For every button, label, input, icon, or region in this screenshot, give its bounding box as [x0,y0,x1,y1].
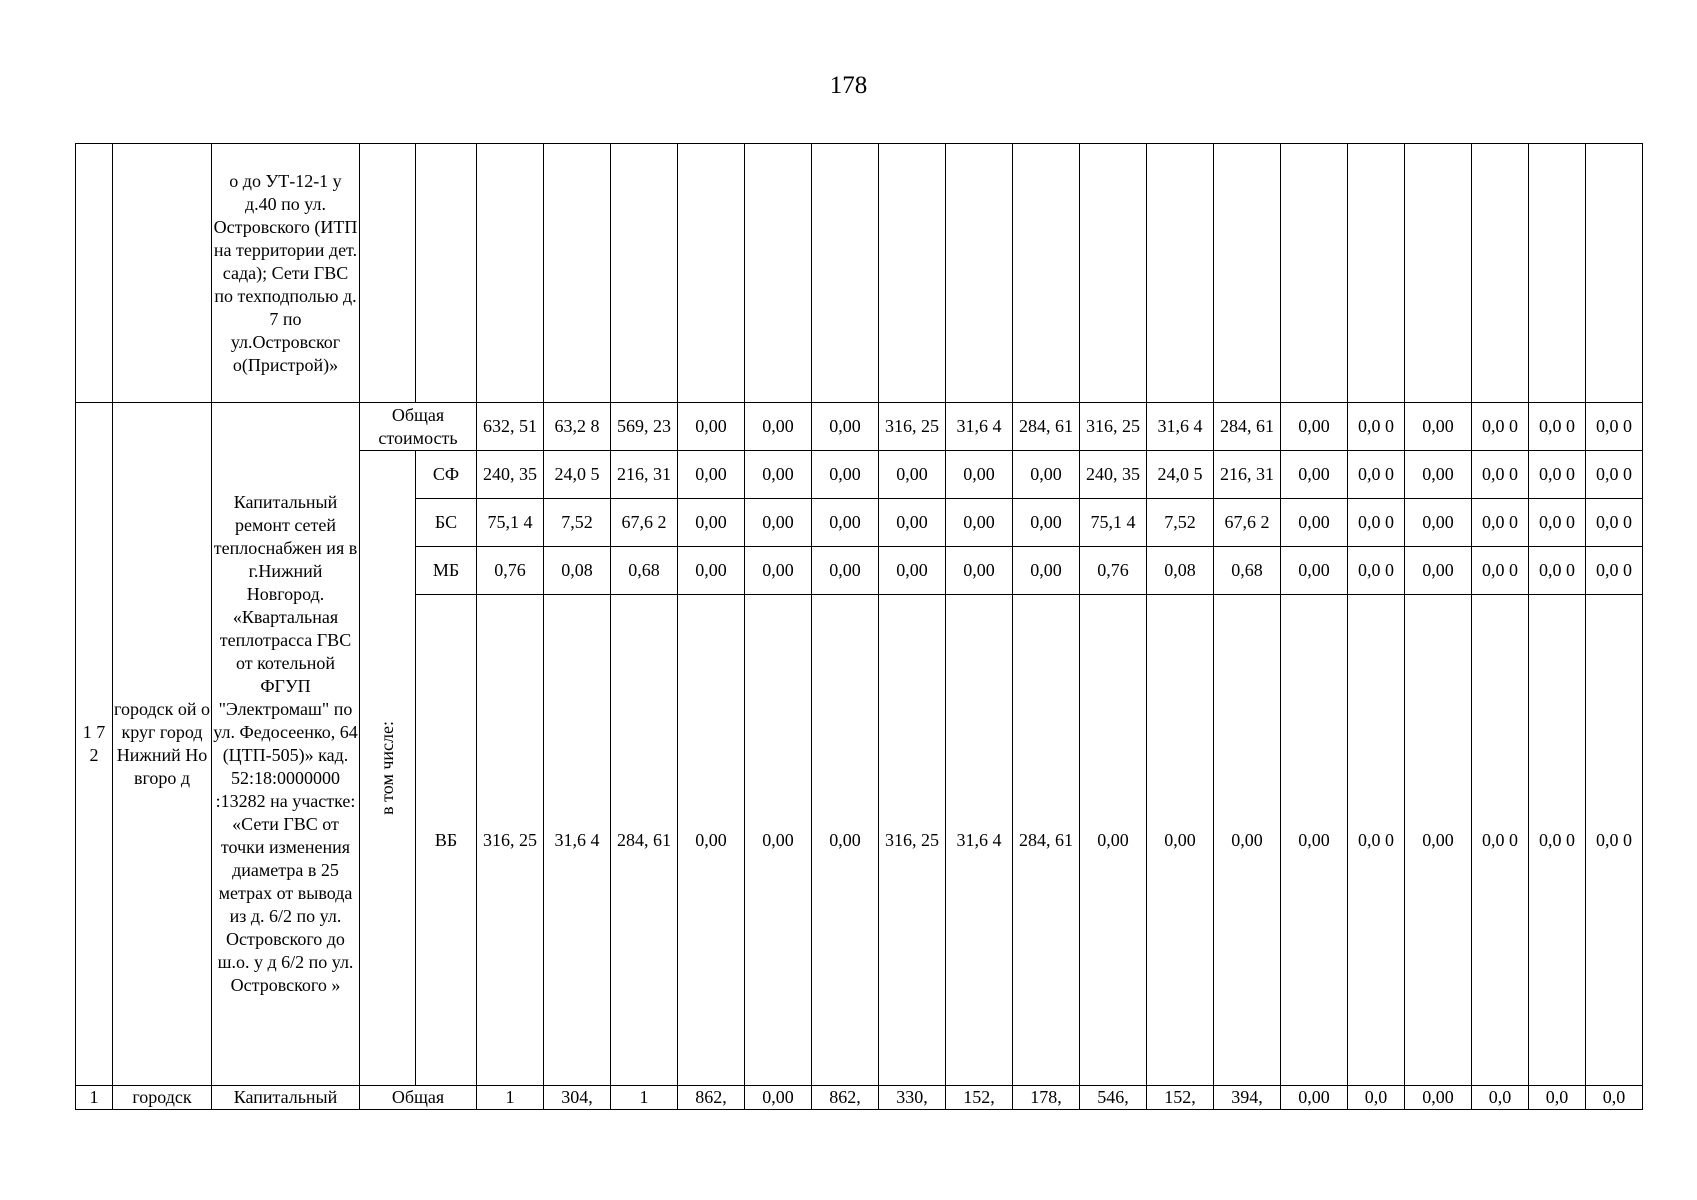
value-cell: 0,00 [1013,499,1080,547]
value-cell: 0,00 [1405,547,1472,595]
municipality-cell: городск ой округ город Нижний Новгоро д [113,403,212,1086]
value-cell: 0,00 [1281,403,1348,451]
value-cell: 0,00 [1080,595,1147,1086]
value-cell: 75,1 4 [1080,499,1147,547]
municipality-cell [113,144,212,403]
value-cell: 24,0 5 [1147,451,1214,499]
row-index: 1 [76,1086,113,1110]
value-cell: 67,6 2 [611,499,678,547]
value-cell: 0,00 [678,403,745,451]
value-cell: 0,0 0 [1586,403,1643,451]
value-cell: 31,6 4 [544,595,611,1086]
value-cell: 0,00 [879,451,946,499]
source-label: БС [416,499,477,547]
value-cell: 0,0 0 [1348,451,1405,499]
value-cell: 316, 25 [879,403,946,451]
value-cell: 0,0 0 [1529,595,1586,1086]
value-cell: 0,00 [678,451,745,499]
value-cell: 0,00 [745,547,812,595]
value-cell: 0,00 [1214,595,1281,1086]
value-cell: 862, [812,1086,879,1110]
object-description: Капитальный [212,1086,360,1110]
value-cell: 0,08 [1147,547,1214,595]
page-number: 178 [829,72,868,99]
value-cell: 63,2 8 [544,403,611,451]
value-cell: 0,00 [1405,1086,1472,1110]
value-cell: 0,0 0 [1348,547,1405,595]
value-cell: 152, [946,1086,1013,1110]
total-cost-label: Общая стоимость [360,403,477,451]
value-cell: 31,6 4 [946,403,1013,451]
value-cell: 0,0 [1586,1086,1643,1110]
including-label: в том числе: [377,721,397,815]
value-cell: 0,00 [745,1086,812,1110]
value-cell: 0,00 [1405,595,1472,1086]
value-cell: 75,1 4 [477,499,544,547]
value-cell: 0,00 [678,499,745,547]
source-label: МБ [416,547,477,595]
value-cell: 0,0 0 [1529,547,1586,595]
value-cell: 394, [1214,1086,1281,1110]
value-cell: 0,00 [1281,1086,1348,1110]
value-cell: 0,00 [1405,403,1472,451]
value-cell: 0,0 0 [1529,451,1586,499]
row-index: 1 7 2 [76,403,113,1086]
value-cell: 0,76 [1080,547,1147,595]
value-cell: 304, [544,1086,611,1110]
value-cell: 0,0 0 [1529,499,1586,547]
index-cell [76,144,113,403]
value-cell: 330, [879,1086,946,1110]
value-cell: 0,08 [544,547,611,595]
object-description: о до УТ-12-1 у д.40 по ул. Островского (ИТП на территории дет. сада); Сети ГВС по техподполью д. 7 по ул.Островског о(Пристрой)» [212,144,360,403]
value-cell: 0,0 0 [1586,499,1643,547]
value-cell: 0,00 [1405,499,1472,547]
value-cell: 0,00 [1013,547,1080,595]
value-cell: 0,00 [1405,451,1472,499]
value-cell: 0,00 [1281,499,1348,547]
value-cell: 0,00 [812,499,879,547]
value-cell: 240, 35 [477,451,544,499]
value-cell: 240, 35 [1080,451,1147,499]
value-cell: 0,00 [879,499,946,547]
value-cell: 24,0 5 [544,451,611,499]
value-cell: 0,00 [745,499,812,547]
table-row [76,1086,1643,1110]
value-cell: 0,0 [1529,1086,1586,1110]
value-cell: 0,00 [678,595,745,1086]
table-row [76,144,1643,403]
value-cell: 0,0 0 [1348,499,1405,547]
value-cell: 0,0 0 [1529,403,1586,451]
value-cell: 0,00 [812,547,879,595]
value-cell: 1 [477,1086,544,1110]
value-cell: 0,00 [946,499,1013,547]
object-description: Капитальный ремонт сетей теплоснабжен ия в г.Нижний Новгород. «Квартальная теплотрасса ГВС от котельной ФГУП "Электромаш" по ул. Федосеенко, 64 (ЦТП-505)» кад. 52:18:0000000 :13282 на участке: «Сети ГВС от точки изменения диаметра в 25 метрах от вывода из д. 6/2 по ул. Островского до ш.о. у д 6/2 по ул. Островского » [212,403,360,1086]
table-row [76,403,1643,451]
value-cell: 7,52 [1147,499,1214,547]
value-cell: 0,00 [745,403,812,451]
value-cell: 0,00 [1147,595,1214,1086]
value-cell: 67,6 2 [1214,499,1281,547]
value-cell: 0,0 0 [1348,595,1405,1086]
value-cell: 284, 61 [1214,403,1281,451]
value-cell: 0,00 [1281,451,1348,499]
value-cell: 0,0 0 [1586,547,1643,595]
value-cell: 0,0 0 [1348,403,1405,451]
value-cell: 0,00 [946,451,1013,499]
including-label-cell [360,451,416,1086]
value-cell: 0,0 0 [1472,595,1529,1086]
value-cell: 0,00 [812,403,879,451]
value-cell: 0,00 [745,451,812,499]
value-cell: 316, 25 [879,595,946,1086]
value-cell: 316, 25 [477,595,544,1086]
value-cell: 0,0 0 [1472,499,1529,547]
source-label: СФ [416,451,477,499]
value-cell: 0,0 0 [1472,403,1529,451]
value-cell: 0,00 [678,547,745,595]
value-cell: 0,00 [879,547,946,595]
source-label: ВБ [416,595,477,1086]
value-cell: 0,0 [1348,1086,1405,1110]
value-cell: 316, 25 [1080,403,1147,451]
value-cell: 632, 51 [477,403,544,451]
value-cell: 546, [1080,1086,1147,1110]
value-cell: 0,76 [477,547,544,595]
value-cell: 0,00 [745,595,812,1086]
municipality-cell: городск [113,1086,212,1110]
value-cell: 0,00 [1281,547,1348,595]
value-cell: 152, [1147,1086,1214,1110]
value-cell: 284, 61 [611,595,678,1086]
value-cell: 0,00 [946,547,1013,595]
value-cell: 0,0 [1472,1086,1529,1110]
value-cell: 0,00 [812,451,879,499]
value-cell: 284, 61 [1013,403,1080,451]
value-cell: 0,0 0 [1586,451,1643,499]
value-cell: 0,0 0 [1586,595,1643,1086]
value-cell: 216, 31 [1214,451,1281,499]
value-cell: 0,00 [812,595,879,1086]
total-cost-label: Общая [360,1086,477,1110]
value-cell: 31,6 4 [1147,403,1214,451]
value-cell: 862, [678,1086,745,1110]
value-cell: 216, 31 [611,451,678,499]
value-cell: 0,00 [1013,451,1080,499]
value-cell: 0,00 [1281,595,1348,1086]
value-cell: 178, [1013,1086,1080,1110]
value-cell: 569, 23 [611,403,678,451]
funding-table [75,143,1643,1110]
value-cell: 7,52 [544,499,611,547]
value-cell: 0,68 [611,547,678,595]
value-cell: 1 [611,1086,678,1110]
value-cell: 0,0 0 [1472,547,1529,595]
value-cell: 284, 61 [1013,595,1080,1086]
value-cell: 0,68 [1214,547,1281,595]
value-cell: 31,6 4 [946,595,1013,1086]
value-cell: 0,0 0 [1472,451,1529,499]
